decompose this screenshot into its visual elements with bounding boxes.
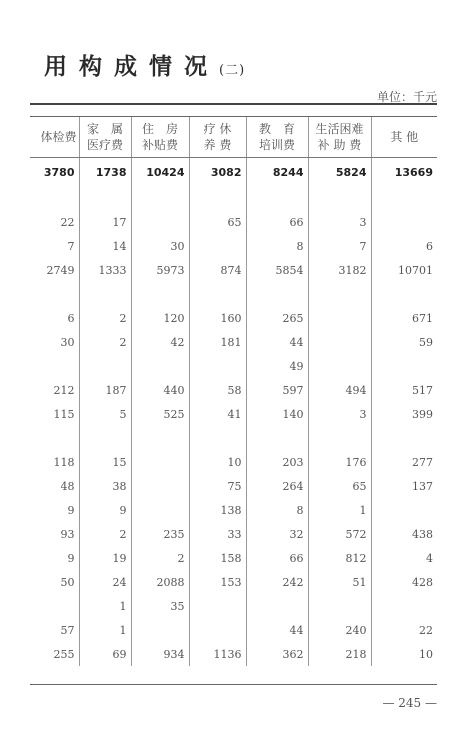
expense-table: [30, 117, 437, 666]
table-cell: 1738: [79, 158, 131, 187]
table-cell: [246, 186, 308, 210]
unit-label: 单位：千元: [376, 90, 437, 104]
table-cell: 51: [308, 570, 371, 594]
table-cell: [131, 282, 189, 306]
table-cell: 2088: [131, 570, 189, 594]
table-row: [30, 354, 437, 378]
table-cell: [79, 186, 131, 210]
table-cell: 118: [53, 455, 75, 469]
table-cell: 5854: [246, 258, 308, 282]
table-cell: [308, 594, 371, 618]
table-cell: [189, 618, 246, 642]
table-header-row: [30, 117, 437, 158]
table-cell: [131, 498, 189, 522]
table-cell: [189, 354, 246, 378]
table-cell: 525: [131, 402, 189, 426]
page-title: [44, 48, 245, 81]
table-cell: [308, 186, 371, 210]
table-cell: 2: [79, 522, 131, 546]
table-cell: 8: [246, 234, 308, 258]
table-cell: [371, 498, 437, 522]
table-cell: 58: [189, 378, 246, 402]
table-cell: 2: [131, 546, 189, 570]
table-cell: [371, 186, 437, 210]
table-cell: 1: [79, 618, 131, 642]
table-cell: [30, 186, 79, 210]
header-medical-exam: 体检费: [30, 117, 79, 158]
table-cell: [79, 282, 131, 306]
table-row: [30, 402, 437, 426]
table-cell: 181: [189, 330, 246, 354]
table-cell: 140: [246, 402, 308, 426]
table-cell: [246, 426, 308, 450]
page-number: — 245 —: [382, 696, 437, 710]
table-cell: 3182: [308, 258, 371, 282]
table-cell: [30, 594, 79, 618]
table-cell: 138: [189, 498, 246, 522]
table-cell: 265: [246, 306, 308, 330]
table-cell: 24: [79, 570, 131, 594]
table-cell: 264: [246, 474, 308, 498]
table-cell: 22: [60, 215, 75, 229]
table-cell: 19: [79, 546, 131, 570]
table-cell: 2: [79, 306, 131, 330]
table-cell: 934: [131, 642, 189, 666]
table-cell: 50: [60, 575, 75, 589]
table-cell: 33: [189, 522, 246, 546]
table-cell: 115: [53, 407, 75, 421]
table-cell: [30, 354, 79, 378]
table-cell: 42: [131, 330, 189, 354]
table-row: [30, 330, 437, 354]
table-cell: 203: [246, 450, 308, 474]
table-cell: 93: [60, 527, 75, 541]
table-row: [30, 186, 437, 210]
table-cell: 35: [131, 594, 189, 618]
table-cell: 428: [371, 570, 437, 594]
table-row: [30, 618, 437, 642]
table-cell: 438: [371, 522, 437, 546]
table-cell: 218: [308, 642, 371, 666]
table-cell: 10701: [371, 258, 437, 282]
table-cell: 1136: [189, 642, 246, 666]
table-cell: 212: [53, 383, 75, 397]
header-recuperation: 疗 休 养 费: [189, 117, 246, 158]
table-cell: 75: [189, 474, 246, 498]
table-cell: 517: [371, 378, 437, 402]
table-cell: 3780: [43, 165, 75, 179]
table-cell: [189, 186, 246, 210]
table-cell: [371, 426, 437, 450]
table-cell: 494: [308, 378, 371, 402]
table-cell: 120: [131, 306, 189, 330]
table-cell: 1: [308, 498, 371, 522]
table-cell: [189, 594, 246, 618]
table-row: [30, 282, 437, 306]
table-cell: 5973: [131, 258, 189, 282]
table-cell: 1333: [79, 258, 131, 282]
table-cell: [246, 594, 308, 618]
table-cell: 8: [246, 498, 308, 522]
table-cell: 4: [371, 546, 437, 570]
table-cell: 1: [79, 594, 131, 618]
table-cell: 7: [308, 234, 371, 258]
table-cell: 3082: [189, 158, 246, 187]
table-cell: 240: [308, 618, 371, 642]
table-cell: 8244: [246, 158, 308, 187]
table-cell: [79, 354, 131, 378]
table-cell: [371, 282, 437, 306]
table-cell: 48: [60, 479, 75, 493]
table-cell: [131, 450, 189, 474]
table-cell: 17: [79, 210, 131, 234]
table-cell: [131, 474, 189, 498]
header-family-medical: 家 属 医疗费: [79, 117, 131, 158]
table-cell: 66: [246, 210, 308, 234]
table-cell: 242: [246, 570, 308, 594]
table-cell: [189, 234, 246, 258]
table-cell: [30, 426, 79, 450]
table-cell: 65: [189, 210, 246, 234]
table-row: [30, 306, 437, 330]
table-cell: 874: [189, 258, 246, 282]
table-row: [30, 234, 437, 258]
table-cell: 41: [189, 402, 246, 426]
table-cell: 362: [246, 642, 308, 666]
table-row: [30, 450, 437, 474]
table-row: [30, 474, 437, 498]
page-title-text: 用构成情况: [44, 53, 219, 80]
page-title-suffix: (二): [219, 63, 246, 78]
table-row: [30, 258, 437, 282]
table-row: [30, 594, 437, 618]
table-cell: 572: [308, 522, 371, 546]
table-cell: [371, 594, 437, 618]
table-row: [30, 210, 437, 234]
table-cell: 32: [246, 522, 308, 546]
table-cell: [308, 426, 371, 450]
table-row: [30, 570, 437, 594]
table-cell: 14: [79, 234, 131, 258]
header-housing-subsidy: 住 房 补贴费: [131, 117, 189, 158]
table-cell: 65: [308, 474, 371, 498]
table-cell: [246, 282, 308, 306]
header-other: 其 他: [371, 117, 437, 158]
table-cell: [189, 282, 246, 306]
table-cell: 3: [308, 210, 371, 234]
table-cell: 15: [79, 450, 131, 474]
bottom-rule: [30, 684, 437, 685]
table-cell: 10: [371, 642, 437, 666]
table-cell: [131, 426, 189, 450]
table-cell: [30, 282, 79, 306]
table-cell: 9: [67, 551, 75, 565]
table-cell: 158: [189, 546, 246, 570]
table-cell: 13669: [371, 158, 437, 187]
table-cell: [131, 210, 189, 234]
table-cell: 5824: [308, 158, 371, 187]
table-cell: 399: [371, 402, 437, 426]
table-cell: 3: [308, 402, 371, 426]
table-cell: 69: [79, 642, 131, 666]
table-cell: 277: [371, 450, 437, 474]
table-cell: 44: [246, 330, 308, 354]
table-cell: 59: [371, 330, 437, 354]
table-cell: 2: [79, 330, 131, 354]
table-cell: [308, 306, 371, 330]
table-cell: 671: [371, 306, 437, 330]
table-cell: 153: [189, 570, 246, 594]
table-cell: 440: [131, 378, 189, 402]
table-cell: 66: [246, 546, 308, 570]
table-row: [30, 498, 437, 522]
header-education-training: 教 育 培训费: [246, 117, 308, 158]
table-row: [30, 546, 437, 570]
table-cell: 30: [60, 335, 75, 349]
table-cell: 30: [131, 234, 189, 258]
top-thick-rule: [30, 103, 437, 105]
table-cell: 187: [79, 378, 131, 402]
table-cell: 38: [79, 474, 131, 498]
table-cell: 49: [246, 354, 308, 378]
table-row: [30, 378, 437, 402]
table-cell: [308, 354, 371, 378]
table-cell: 176: [308, 450, 371, 474]
table-cell: 597: [246, 378, 308, 402]
table-cell: 235: [131, 522, 189, 546]
table-cell: [79, 426, 131, 450]
table-cell: [308, 282, 371, 306]
table-row: [30, 426, 437, 450]
table-cell: 9: [67, 503, 75, 517]
table-cell: 10: [189, 450, 246, 474]
table-cell: [371, 354, 437, 378]
table-cell: 160: [189, 306, 246, 330]
table-cell: 137: [371, 474, 437, 498]
table-cell: 44: [246, 618, 308, 642]
total-row: [30, 158, 437, 187]
table-cell: 5: [79, 402, 131, 426]
table-cell: [371, 210, 437, 234]
table-cell: [131, 354, 189, 378]
table-cell: 9: [79, 498, 131, 522]
table-cell: 2749: [46, 263, 75, 277]
table-cell: 6: [67, 311, 75, 325]
table-cell: [308, 330, 371, 354]
table-cell: 57: [60, 623, 75, 637]
table-cell: 10424: [131, 158, 189, 187]
table-cell: [131, 186, 189, 210]
table-cell: 22: [371, 618, 437, 642]
table-cell: 812: [308, 546, 371, 570]
table-cell: [131, 618, 189, 642]
table-cell: [189, 426, 246, 450]
table-cell: 255: [53, 647, 75, 661]
header-hardship-subsidy: 生活困难 补 助 费: [308, 117, 371, 158]
table-cell: 6: [371, 234, 437, 258]
table-row: [30, 522, 437, 546]
table-row: [30, 642, 437, 666]
table-cell: 7: [67, 239, 75, 253]
